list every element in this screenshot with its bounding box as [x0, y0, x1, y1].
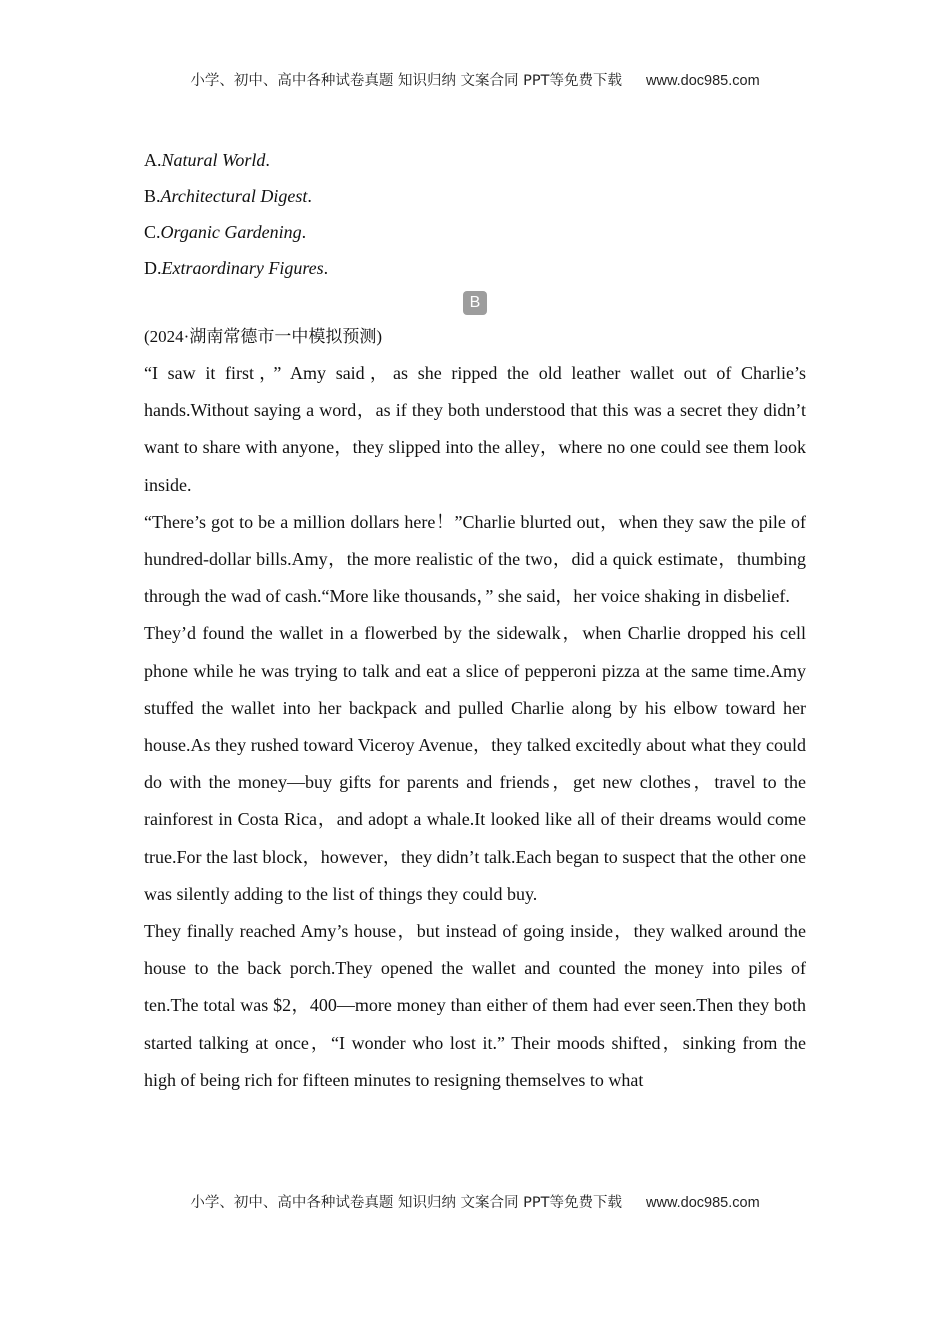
header-url[interactable]: www.doc985.com [646, 73, 760, 89]
option-d [144, 250, 806, 286]
paragraph-4: They finally reached Amy’s house，but instead of going inside，they walked around the house to the back porch.They opened the wallet and counted the money into piles of ten.The total was $2，400—more money than either of them had ever seen.Then they both started talking at once，“I wonder who lost it.” Their moods shifted，sinking from the high of being rich for fifteen minutes to resigning themselves to what [144, 921, 806, 1090]
header-text: 小学、初中、高中各种试卷真题 知识归纳 文案合同 PPT等免费下载 [190, 73, 623, 89]
page-footer [0, 1191, 950, 1212]
option-title: Architectural Digest [160, 186, 308, 206]
option-letter: C. [144, 222, 161, 242]
section-badge: B [463, 291, 487, 315]
footer-text: 小学、初中、高中各种试卷真题 知识归纳 文案合同 PPT等免费下载 [190, 1195, 623, 1211]
option-letter: A. [144, 150, 162, 170]
page-content [144, 142, 806, 1099]
section-badge-row [144, 286, 806, 318]
option-end: . [323, 258, 329, 278]
footer-url[interactable]: www.doc985.com [646, 1195, 760, 1211]
option-title: Organic Gardening [160, 222, 302, 242]
option-letter: B. [144, 186, 161, 206]
page-header [0, 69, 950, 90]
option-end: . [265, 150, 270, 170]
option-c [144, 214, 806, 250]
option-title: Natural World [161, 150, 266, 170]
option-b [144, 178, 806, 214]
passage-source: (2024·湖南常德市一中模拟预测) [144, 327, 382, 346]
paragraph-1: “I saw it first，” Amy said，as she ripped the old leather wallet out of Charlie’s hands.Without saying a word，as if they both understood that this was a secret they didn’t want to share with anyone，they slipped into the alley，where no one could see them look inside. [144, 363, 806, 495]
paragraph-2: “There’s got to be a million dollars here！”Charlie blurted out，when they saw the pile of hundred-dollar bills.Amy，the more realistic of the two，did a quick estimate，thumbing through the wad of cash.“More like thousands，” she said，her voice shaking in disbelief. [144, 511, 806, 607]
option-end: . [301, 222, 307, 242]
option-title: Extraordinary Figures [161, 258, 324, 278]
option-a [144, 142, 806, 178]
paragraph-3: They’d found the wallet in a flowerbed by the sidewalk，when Charlie dropped his cell phone while he was trying to talk and eat a slice of pepperoni pizza at the same time.Amy stuffed the wallet into her backpack and pulled Charlie along by his elbow toward her house.As they rushed toward Viceroy Avenue，they talked excitedly about what they could do with the money—buy gifts for parents and friends，get new clothes，travel to the rainforest in Costa Rica，and adopt a whale.It looked like all of their dreams would come true.For the last block，however，they didn’t talk.Each began to suspect that the other one was silently adding to the list of things they could buy. [144, 623, 806, 904]
option-end: . [307, 186, 312, 206]
option-letter: D. [144, 258, 162, 278]
